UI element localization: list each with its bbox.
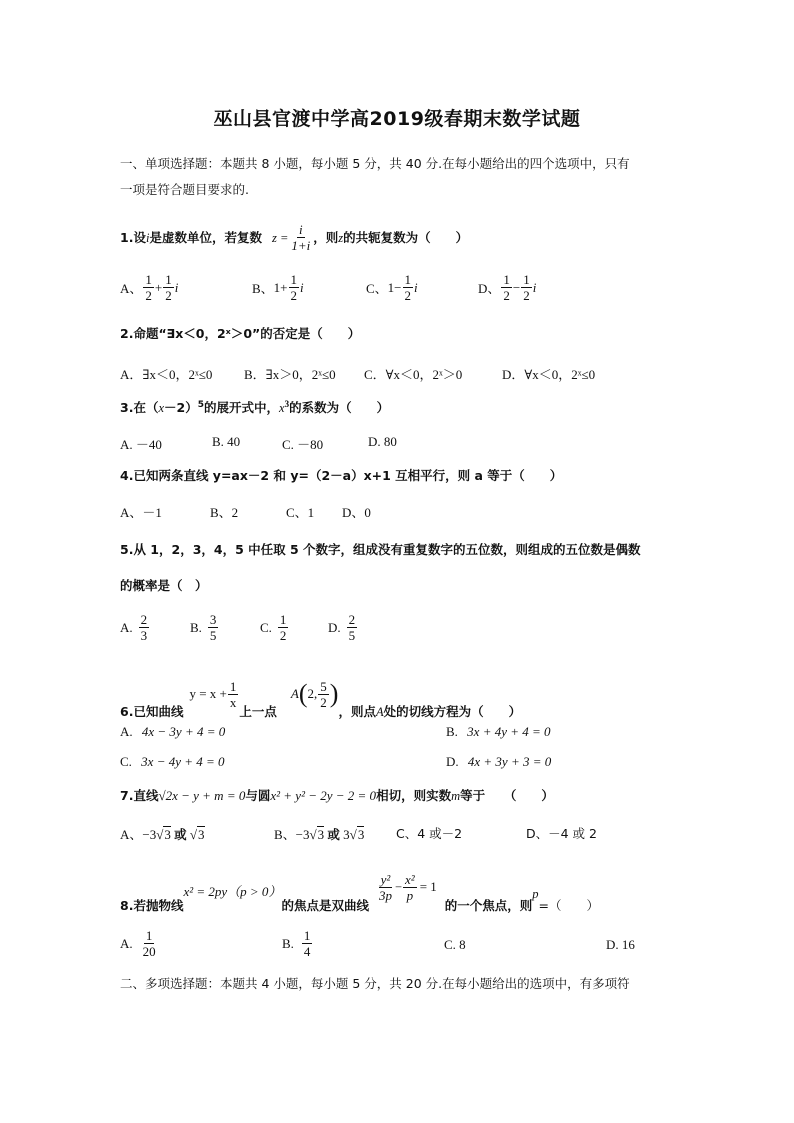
q8-b-den: 4 [303, 944, 311, 959]
q7-a-sqrt-sign2: √ [189, 827, 198, 842]
q7-b-sqrt-sign2: √ [349, 827, 357, 842]
q8-var-p: p [532, 887, 539, 901]
q2-option-c[interactable]: C．∀x＜0，2ˣ＞0 [364, 367, 463, 382]
q3-option-b[interactable]: B. 40 [212, 434, 241, 449]
q6-curve-frac [228, 679, 239, 710]
q7-var-m: m [451, 789, 461, 803]
q1-a-frac1-den: 2 [145, 288, 152, 303]
q6-b-eq: 3x + 4y + 4 = 0 [467, 724, 551, 739]
q6-point-ref: A [375, 705, 384, 719]
q1-mid: 是虚数单位，若复数 [149, 229, 262, 245]
q8-hyp-frac2 [403, 872, 417, 903]
q1-d-frac1 [501, 272, 512, 303]
q5-c-frac [278, 612, 289, 643]
q1-var-z: z [338, 230, 344, 245]
q5-option-a[interactable] [120, 612, 150, 643]
section1-intro-line2: 一项是符合题目要求的. [120, 182, 249, 197]
q3-option-a[interactable]: A. －40 [120, 437, 162, 452]
q6-suffix-a: ，则点 [338, 704, 376, 719]
q6-curve-num: 1 [229, 678, 237, 694]
q3-var: x [279, 401, 285, 415]
question-4: 4.已知两条直线 y=ax－2 和 y=（2－a）x+1 互相平行，则 a 等于（ ） [120, 468, 563, 483]
q6-point-den: 2 [320, 694, 327, 710]
q1-c-lead: 1− [387, 279, 402, 295]
q5-d-frac [347, 612, 358, 643]
q6-option-a[interactable] [120, 724, 225, 740]
q8-option-d[interactable]: D. 16 [606, 937, 635, 952]
q8-suffix-b: =（ ） [538, 898, 600, 913]
q8-prefix: 8.若抛物线 [120, 898, 184, 913]
q1-d-unit: i [532, 279, 537, 295]
q1-c-frac-den: 2 [404, 288, 412, 303]
q1-option-b[interactable] [252, 272, 304, 303]
q1-formula-frac [289, 222, 312, 253]
q8-option-c[interactable]: C. 8 [444, 937, 466, 952]
q3-suffix: 的系数为（ ） [289, 400, 390, 415]
q6-suffix-b: 处的切线方程为（ ） [383, 704, 522, 719]
q1-d-frac2 [521, 272, 532, 303]
q4-option-c[interactable]: C、1 [286, 505, 315, 520]
page-title: 巫山县官渡中学高2019级春期末数学试题 [213, 108, 581, 130]
question-7 [120, 786, 554, 806]
q8-parabola: x² = 2py（p > 0） [183, 884, 282, 899]
q1-option-a-label: A、 [120, 281, 143, 296]
q6-curve-lhs: y = x + [189, 686, 227, 701]
question-1 [120, 222, 468, 253]
question-5-line2: 的概率是（ ） [120, 578, 208, 593]
q1-formula-num: i [299, 222, 303, 237]
q1-d-op: − [512, 279, 521, 295]
q7-a-radicand: 3 [164, 827, 171, 842]
question-5-line1: 5.从 1，2，3，4，5 中任取 5 个数字，组成没有重复数字的五位数，则组成的五位数是偶数 [120, 542, 641, 557]
q1-a-frac2-num: 1 [165, 272, 172, 287]
q8-hyp-minus: − [394, 880, 403, 894]
q1-option-d[interactable] [478, 272, 536, 303]
q1-c-frac [403, 272, 414, 303]
q1-a-op: + [154, 279, 163, 295]
q5-a-frac [139, 612, 150, 643]
q7-a-radicand2: 3 [198, 827, 205, 842]
q7-b-radicand: 3 [317, 827, 325, 842]
q8-option-b[interactable] [282, 928, 313, 959]
q8-a-label: A. [120, 935, 133, 951]
q1-option-a[interactable] [120, 272, 178, 303]
q1-b-lead: 1+ [273, 279, 288, 295]
q6-paren-open: ( [298, 679, 308, 708]
q5-c-num: 1 [279, 612, 287, 627]
q3-option-c[interactable]: C. －80 [282, 437, 324, 452]
q6-point-name: A [290, 686, 299, 701]
q7-suffix-b: 等于 （ ） [460, 788, 554, 803]
q7-mid: 与圆 [245, 788, 271, 803]
q6-c-label: C. [120, 754, 132, 769]
q1-a-frac2-den: 2 [165, 288, 172, 303]
q1-option-d-label: D、 [478, 281, 501, 296]
q4-option-b[interactable]: B、2 [210, 505, 239, 520]
q6-d-label: D. [446, 754, 459, 769]
q1-option-c-label: C、 [366, 281, 388, 296]
q6-mid: 上一点 [239, 704, 277, 719]
q5-option-b[interactable] [190, 612, 219, 643]
q1-formula-lhs: z = [271, 230, 289, 245]
q6-point-num: 5 [320, 678, 327, 694]
q3-option-d[interactable]: D. 80 [368, 434, 397, 449]
q5-c-den: 2 [279, 628, 287, 643]
section2-intro-line1: 二、多项选择题：本题共 4 小题，每小题 5 分，共 20 分.在每小题给出的选项中，有多项符 [120, 976, 630, 991]
q6-b-label: B. [446, 724, 458, 739]
q1-a-frac1 [143, 272, 154, 303]
q7-b-pos: 3 [343, 827, 350, 842]
q5-a-den: 3 [140, 628, 148, 643]
q8-b-frac [302, 928, 313, 959]
q3-prefix: 3.在（ [120, 400, 159, 415]
q5-d-den: 5 [348, 628, 356, 643]
q1-b-frac-num: 1 [290, 272, 298, 287]
q6-prefix: 6.已知曲线 [120, 704, 184, 719]
q8-hyp-frac1 [377, 872, 394, 903]
q7-option-a[interactable] [120, 824, 205, 843]
q5-b-frac [208, 612, 219, 643]
q1-d-frac1-den: 2 [503, 288, 510, 303]
q7-suffix-a: 相切，则实数 [376, 788, 452, 803]
q7-sqrt-sign: √ [158, 788, 166, 803]
q8-b-label: B. [282, 935, 294, 951]
q8-b-num: 1 [303, 928, 311, 943]
q5-b-num: 3 [209, 612, 217, 627]
q1-b-frac [289, 272, 300, 303]
q8-hyp-num2: x² [405, 871, 415, 887]
section1-intro-line1: 一、单项选择题：本题共 8 小题，每小题 5 分，共 40 分.在每小题给出的四个选项中，只有 [120, 156, 630, 171]
q1-c-unit: i [414, 279, 418, 295]
q1-b-unit: i [300, 279, 304, 295]
q2-option-a[interactable]: A．∃x＜0，2ˣ≤0 [120, 367, 213, 382]
q1-a-frac2 [163, 272, 174, 303]
q5-a-label: A. [120, 619, 133, 635]
q1-suffix-a: ，则 [313, 229, 339, 245]
q5-b-den: 5 [209, 628, 217, 643]
q8-option-a[interactable] [120, 928, 159, 959]
q5-c-label: C. [260, 619, 272, 635]
q7-a-label: A、 [120, 827, 143, 842]
question-3 [120, 398, 389, 418]
q7-b-sqrt-sign: √ [309, 827, 317, 842]
question-6 [120, 666, 521, 722]
q7-line-eq: 2x − y + m = 0 [165, 788, 246, 803]
q1-prefix: 1.设 [120, 229, 146, 245]
q1-var-i: i [145, 230, 150, 245]
q5-option-d[interactable] [328, 612, 358, 643]
q8-a-num: 1 [145, 928, 153, 943]
q6-point-x: 2, [307, 686, 318, 701]
q1-suffix-b: 的共轭复数为（ ） [343, 229, 469, 245]
q1-a-frac1-num: 1 [145, 272, 152, 287]
q7-b-label: B、 [274, 827, 296, 842]
q1-d-frac2-den: 2 [523, 288, 530, 303]
q7-prefix: 7.直线 [120, 788, 159, 803]
q6-c-eq: 3x − 4y + 4 = 0 [141, 754, 225, 769]
q3-var-exp: 3 [284, 398, 290, 409]
q6-paren-close: ) [329, 679, 339, 708]
q7-a-sqrt-sign: √ [156, 827, 164, 842]
q1-a-unit: i [174, 279, 179, 295]
q6-option-d[interactable] [446, 754, 551, 770]
q7-option-d[interactable]: D、－4 或 2 [526, 826, 597, 841]
q1-b-frac-den: 2 [290, 288, 298, 303]
q8-hyp-den2: p [406, 887, 414, 903]
q4-option-a[interactable]: A、－1 [120, 505, 162, 520]
q6-d-eq: 4x + 3y + 3 = 0 [467, 754, 552, 769]
q8-hyp-den1: 3p [378, 887, 392, 903]
q7-option-c[interactable]: C、4 或－2 [396, 826, 463, 841]
q6-curve-den: x [229, 694, 237, 710]
q7-b-radicand2: 3 [357, 827, 365, 842]
q7-a-or: 或 [174, 827, 187, 842]
question-8 [120, 858, 599, 916]
q5-d-num: 2 [348, 612, 356, 627]
q7-a-neg: −3 [142, 827, 157, 842]
q2-option-b[interactable]: B．∃x＞0，2ˣ≤0 [244, 367, 336, 382]
q1-option-b-label: B、 [252, 281, 274, 296]
q1-d-frac1-num: 1 [503, 272, 510, 287]
q5-option-c[interactable] [260, 612, 289, 643]
q8-mid: 的焦点是双曲线 [281, 898, 369, 913]
q1-c-frac-num: 1 [404, 272, 412, 287]
q8-hyp-eq: = 1 [419, 879, 437, 894]
q6-option-c[interactable] [120, 754, 225, 770]
q3-mid: 的展开式中， [203, 400, 279, 415]
q1-formula-den: 1+i [291, 238, 311, 253]
q7-option-b[interactable] [274, 824, 364, 843]
q1-d-frac2-num: 1 [523, 272, 530, 287]
q6-a-label: A. [120, 724, 133, 739]
q5-a-num: 2 [140, 612, 148, 627]
q7-b-neg: −3 [295, 827, 310, 842]
q5-b-label: B. [190, 619, 202, 635]
q4-option-d[interactable]: D、0 [342, 505, 371, 520]
q5-d-label: D. [328, 619, 341, 635]
q1-option-c[interactable] [366, 272, 418, 303]
q3-inner-var: x [158, 401, 165, 415]
q7-circle-eq: x² + y² − 2y − 2 = 0 [270, 788, 377, 803]
q7-b-or: 或 [327, 827, 340, 842]
q8-a-frac [141, 928, 158, 959]
q3-inner-rest: －2） [164, 400, 198, 415]
q3-exponent: 5 [197, 399, 204, 410]
q6-point-frac [318, 679, 329, 710]
q8-hyp-num1: y² [380, 871, 391, 887]
q2-option-d[interactable]: D．∀x＜0，2ˣ≤0 [502, 367, 596, 382]
q6-option-b[interactable] [446, 724, 551, 740]
q8-suffix-a: 的一个焦点，则 [444, 898, 533, 913]
question-2: 2.命题“∃x＜0，2ˣ＞0”的否定是（ ） [120, 326, 361, 341]
q6-a-eq: 4x − 3y + 4 = 0 [141, 724, 226, 739]
q8-a-den: 20 [142, 944, 156, 959]
